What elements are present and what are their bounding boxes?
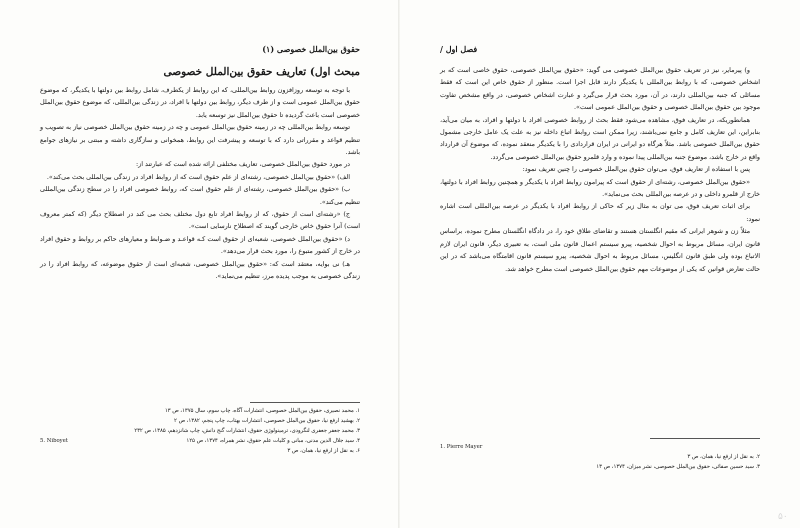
paragraph: توسعه روابط بین‌المللی چه در زمینه حقوق بین‌الملل عمومی و چه در زمینه حقوق بین‌الملل خصوصی نیاز به تصویب و تنظیم قواعد و مقرراتی دارد که با توسعه و پیشرفت این روابط، همخوانی و سازگاری داشته و مبتنی بر نیازهای جوامع باشد.: [40, 123, 360, 157]
right-page: [400, 0, 800, 528]
paragraph: ج) «رشته‌ای است از حقوق، که از روابط افراد تابع دول مختلف بحث می کند در اصطلاح دیگر (که کمتر معروف است) آنرا حقوق خاص خارجی گویند که اصطلاح نارسایی است».: [40, 210, 360, 231]
page-watermark: ۵۰: [778, 512, 788, 522]
paragraph: پس با استفاده از تعاریف فوق، می‌توان حقوق بین‌الملل خصوصی را چنین تعریف نمود:: [522, 165, 750, 174]
right-footnotes: [440, 442, 760, 472]
footnote: ۳. محمد جعفر جعفری لنگرودی، ترمینولوژی حقوق، انتشارات گنج دانش، چاپ شانزدهم، ۱۳۸۵، ص ۲۳۲: [134, 428, 360, 434]
paragraph: هـ) نی بوایه، معتقد است که: «حقوق بین‌الملل خصوصی، شعبه‌ای است از حقوق موضوعه، که روابط افراد را در زندگی خصوصی به موجب پدیده مرز، تنظیم می‌نماید».: [40, 259, 360, 281]
footnote: ۱. محمد نصیری، حقوق بین‌الملل خصوصی، انتشارات آگاه، چاپ سوم، سال ۱۳۷۵، ص ۱۳: [164, 408, 360, 414]
left-footnotes: [40, 406, 360, 456]
footnote-row: [40, 436, 360, 446]
paragraph: الف) «حقوق بین‌الملل خصوصی، رشته‌ای از علم حقوق است که از روابط افراد در زندگی بین‌المللی بحث می‌کند».: [46, 172, 350, 181]
section-heading: مبحث اول) تعاریف حقوق بین‌الملل خصوصی: [163, 66, 360, 78]
footnote: ۴. سید جلال الدین مدنی، مبانی و کلیات علم حقوق، نشر همراه، ۱۳۷۴، ص ۱۲۵: [186, 438, 360, 444]
left-body: [40, 84, 360, 283]
paragraph: برای اثبات تعریف فوق، می توان به مثال زیر که حاکی از روابط افراد با یکدیگر در عرصه بین‌المللی است اشاره نمود:: [440, 202, 760, 223]
right-page-header: فصل اول /: [440, 44, 478, 54]
footnote-latin: 1. Pierre Mayer: [440, 444, 483, 450]
paragraph: مثلاً زن و شوهر ایرانی که مقیم انگلستان هستند و تقاضای طلاق خود را، در دادگاه انگلستان مطرح نموده، براساس قانون ایران، مسائل مربوط به احوال شخصیه، پیرو سیستم اعمال قانون ملی است، به تعبیری دیگر، قانون ایران لازم الاتباع بوده ولی طبق قانون انگلیس، مسائل مربوط به احوال شخصیه، پیرو سیستم قانون اقامتگاه می‌باشد که در این حالت تعارض قوانین که یکی از موضوعات مهم حقوق بین‌الملل خصوصی است مطرح خواهد شد.: [440, 227, 760, 273]
footnote-latin: 5. Niboyet: [40, 438, 68, 444]
footnote: ۳. سید حسین صفائی، حقوق بین‌الملل خصوصی، نشر میزان، ۱۳۷۴، ص ۱۳: [596, 464, 760, 470]
paragraph: همانطوریکه، در تعاریف فوق، مشاهده می‌شود فقط بحث از روابط خصوصی افراد با دولتها و افراد، به میان می‌آید، بنابراین، این تعاریف کامل و جامع نمی‌باشند، زیرا ممکن است روابط اتباع داخله نیز به علت یک عامل خارجی مشمول حقوق بین‌الملل خصوصی باشد. مثلاً هرگاه دو ایرانی در ایران قراردادی را با یکدیگر منعقد نموده، که موضوع آن قرارداد واقع در خارج باشد، موضوع جنبه بین‌المللی پیدا نموده و وارد قلمرو حقوق بین‌الملل خصوصی می‌گردد.: [440, 115, 760, 161]
footnote-rule: [650, 438, 760, 439]
paragraph: ب) «حقوق بین‌الملل خصوصی، رشته‌ای از علم حقوق است که، روابط خصوصی افراد را در سطح زندگی بین‌المللی تنظیم می‌کند».: [40, 185, 360, 206]
paragraph: د) «حقوق بین‌الملل خصوصی، شعبه‌ای از حقوق است کـه قواعـد و ضـوابط و معیارهای حاکم بر روابط و حقوق افراد در خارج از کشور متبوع را، مورد بحث قرار می‌دهد».: [40, 234, 360, 256]
left-page-header: حقوق بین‌الملل خصوصی (۱): [262, 44, 360, 54]
footnote-row: [440, 442, 760, 452]
paragraph: با توجه به توسعه روزافزون روابط بین‌المللی، که این روابط از یکطرف، شامل روابط بین دولتها با یکدیگر، که موضوع حقوق بین‌الملل عمومی است و از طرف دیگر، روابط بین دولتها با افراد، در زندگی بین‌المللی، که موضوع حقوق بین‌الملل خصوصی است باعث گردیده تا حقوق بین‌الملل نیز توسعه یابد.: [40, 86, 360, 119]
footnote: ۲. به نقل از ارفع نیا، همان، ص ۳: [687, 454, 760, 460]
paragraph: در مورد حقوق بین‌الملل خصوصی، تعاریف مختلفی ارائه شده است که عبارتند از:: [135, 160, 350, 169]
paragraph: و) پیرمایر، نیز در تعریف حقوق بین‌الملل خصوصی می گوید: «حقوق بین‌الملل خصوصی، حقوق خاصی است که بر اشخاص خصوصی، که با روابط بین‌المللی با یکدیگر دارند قابل اجرا است. منظور از حقوق خاص این است که فقط مسائلی که جنبه بین‌المللی دارند، در آن، مورد بحث قرار می‌گیرد و عبارت اشخاص خصوصی، در واقع مشخص تفاوت موجود بین حقوق بین‌الملل خصوصی و حقوق بین‌الملل عمومی است».: [440, 66, 760, 112]
footnote-rule: [250, 402, 360, 403]
paragraph: «حقوق بین‌الملل خصوصی، رشته‌ای از حقوق است که پیرامون روابط افراد با یکدیگر و همچنین روابط افراد با دولتها، خارج از قلمرو داخلی و در عرصه بین‌المللی بحث می‌نماید».: [440, 177, 760, 199]
footnote: ۶. به نقل از ارفع نیا، همان، ص ۳: [287, 448, 360, 454]
right-body: [440, 64, 760, 275]
footnote: ۲. بهشید ارفع نیا، حقوق بین‌الملل خصوصی، انتشارات بهتاب، چاپ پنجم، ۱۳۸۲، ص ۲: [174, 418, 360, 424]
